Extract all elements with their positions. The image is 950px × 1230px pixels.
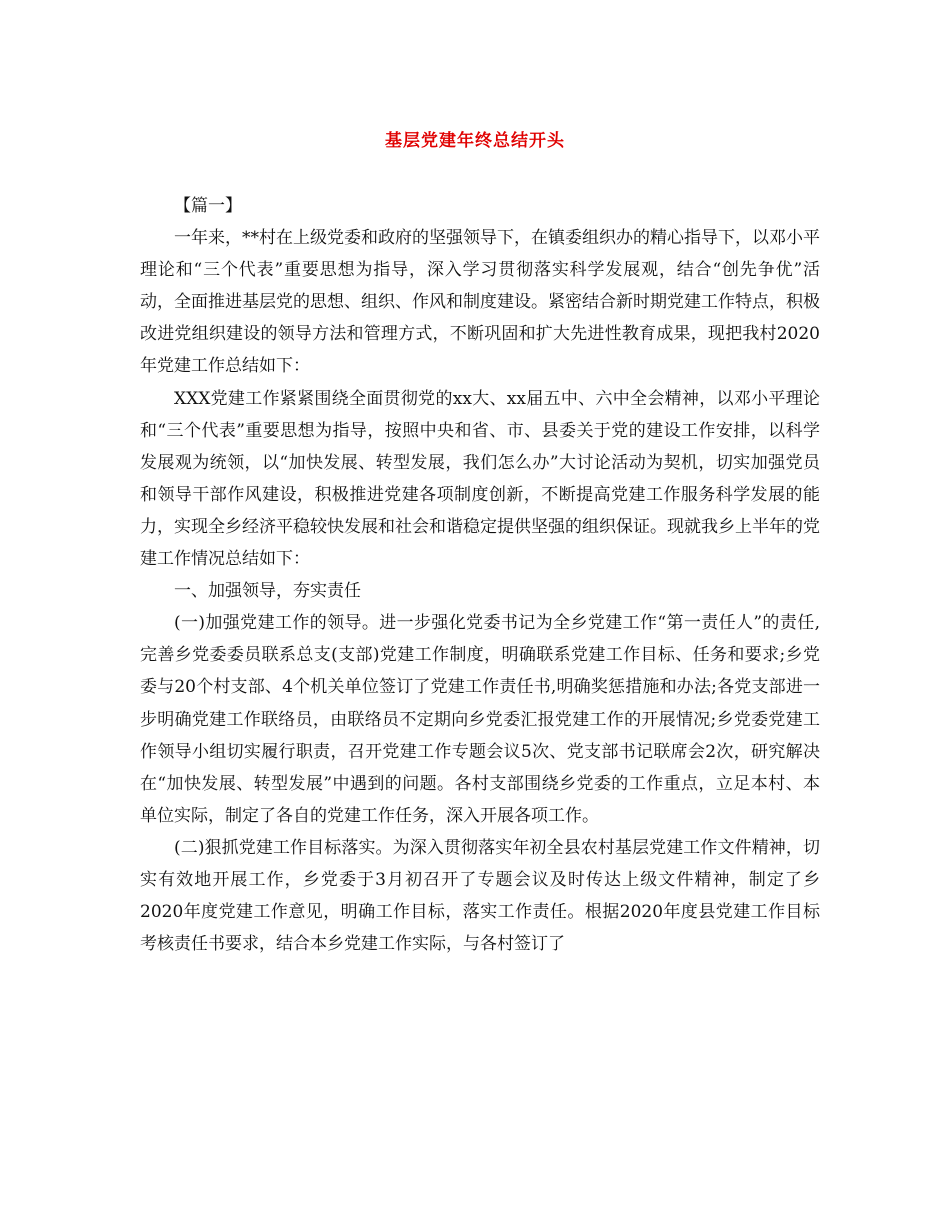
section-heading: 【篇一】	[174, 196, 242, 216]
paragraph: XXX党建工作紧紧围绕全面贯彻党的xx大、xx届五中、六中全会精神，以邓小平理论和“三个代表”重要思想为指导，按照中央和省、市、县委关于党的建设工作安排，以科学发展观为统领，以“加快发展、转型发展，我们怎么办”大讨论活动为契机，切实加强党员和领导干部作风建设，积极推进党建各项制度创新，不断提高党建工作服务科学发展的能力，实现全乡经济平稳较快发展和社会和谐稳定提供坚强的组织保证。现就我乡上半年的党建工作情况总结如下：	[140, 388, 820, 570]
document-body	[140, 190, 820, 960]
paragraph: 一年来，**村在上级党委和政府的坚强领导下，在镇委组织办的精心指导下，以邓小平理论和“三个代表”重要思想为指导，深入学习贯彻落实科学发展观，结合“创先争优”活动，全面推进基层党的思想、组织、作风和制度建设。紧密结合新时期党建工作特点，积极改进党组织建设的领导方法和管理方式，不断巩固和扩大先进性教育成果，现把我村2020年党建工作总结如下：	[140, 228, 820, 377]
paragraph: (一)加强党建工作的领导。进一步强化党委书记为全乡党建工作“第一责任人”的责任,完善乡党委委员联系总支(支部)党建工作制度，明确联系党建工作目标、任务和要求;乡党委与20个村支部、4个机关单位签订了党建工作责任书,明确奖惩措施和办法;各党支部进一步明确党建工作联络员，由联络员不定期向乡党委汇报党建工作的开展情况;乡党委党建工作领导小组切实履行职责，召开党建工作专题会议5次、党支部书记联席会2次，研究解决在“加快发展、转型发展”中遇到的问题。各村支部围绕乡党委的工作重点，立足本村、本单位实际，制定了各自的党建工作任务，深入开展各项工作。	[140, 613, 820, 826]
document-title: 基层党建年终总结开头	[385, 131, 565, 151]
paragraph: (二)狠抓党建工作目标落实。为深入贯彻落实年初全县农村基层党建工作文件精神，切实有效地开展工作，乡党委于3月初召开了专题会议及时传达上级文件精神，制定了乡2020年度党建工作意见，明确工作目标，落实工作责任。根据2020年度县党建工作目标考核责任书要求，结合本乡党建工作实际，与各村签订了	[140, 837, 820, 955]
subheading: 一、加强领导，夯实责任	[174, 581, 361, 602]
